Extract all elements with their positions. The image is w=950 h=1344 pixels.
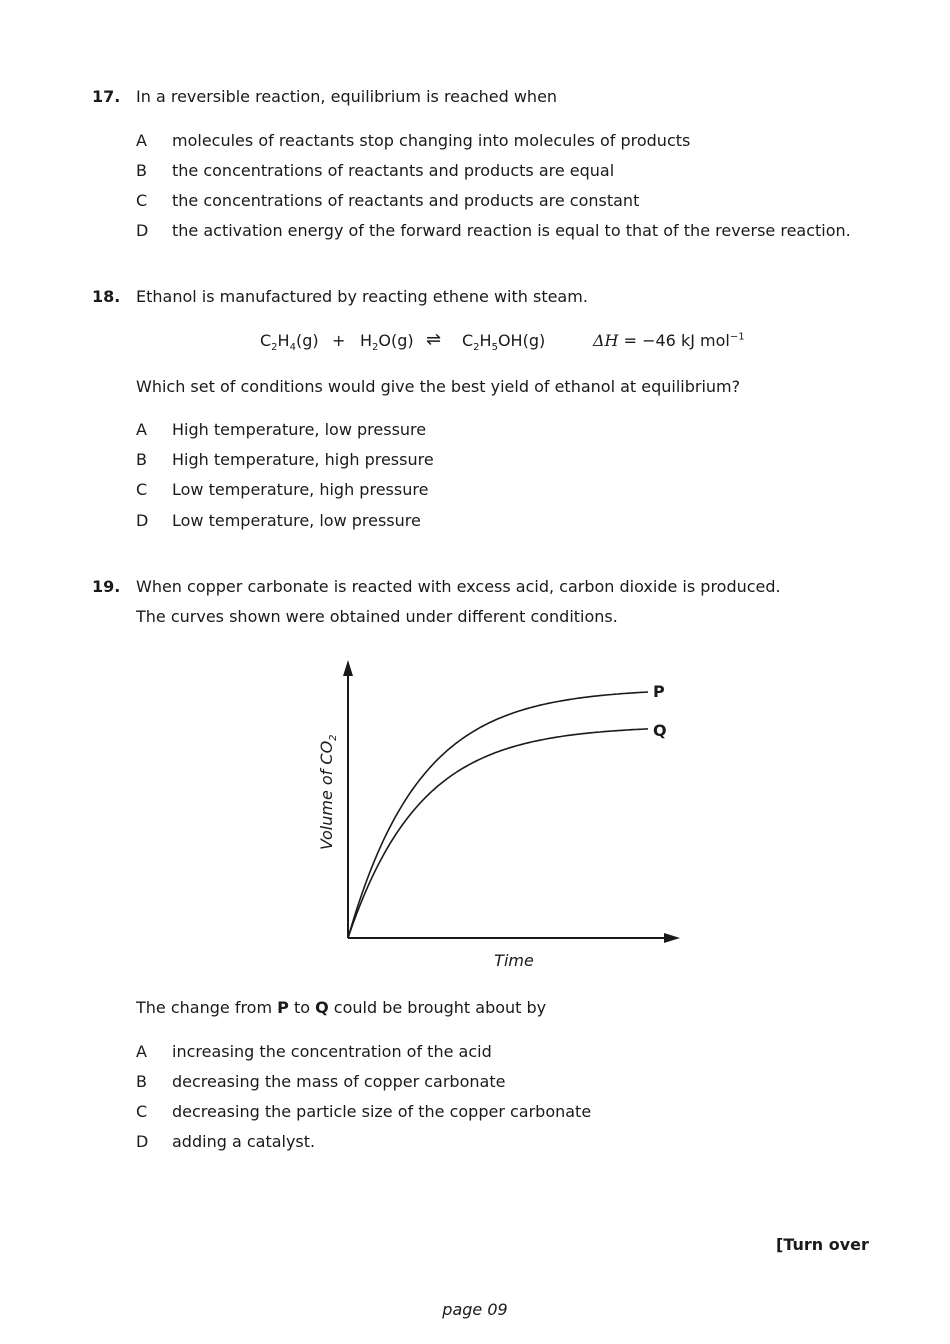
q18-equation: [0, 331, 950, 359]
equation-enthalpy: ΔH = −46 kJ mol$^{-1}$: [593, 331, 745, 350]
q19-option-a-letter: A: [136, 1042, 147, 1061]
q19-option-b-letter: B: [136, 1072, 147, 1091]
q19-option-c-letter: C: [136, 1102, 148, 1121]
equilibrium-arrow-icon: ⇌: [426, 329, 442, 350]
curve-p: [348, 692, 648, 938]
y-axis-label: Volume of $CO_2$: [317, 734, 339, 850]
q18-option-a-letter: A: [136, 420, 147, 439]
q17-option-c-letter: C: [136, 191, 148, 210]
q17-option-b-letter: B: [136, 161, 147, 180]
q17-stem: In a reversible reaction, equilibrium is reached when: [136, 87, 558, 106]
q19-option-c-text: decreasing the particle size of the copper carbonate: [172, 1102, 592, 1121]
q17-number: 17.: [92, 87, 121, 106]
q18-option-c-text: Low temperature, high pressure: [172, 480, 429, 499]
q17-option-d-text: the activation energy of the forward reaction is equal to that of the reverse reaction.: [172, 221, 851, 240]
x-axis-arrowhead-icon: [664, 933, 680, 943]
equation-plus: +: [332, 331, 346, 350]
curve-q: [348, 729, 648, 938]
y-axis-arrowhead-icon: [343, 660, 353, 676]
q18-option-a-text: High temperature, low pressure: [172, 420, 427, 439]
equation-reactant-steam: $H_2O(g)$: [360, 331, 414, 354]
q18-option-d-text: Low temperature, low pressure: [172, 511, 421, 530]
q18-option-d-letter: D: [136, 511, 149, 530]
q19-option-a-text: increasing the concentration of the acid: [172, 1042, 492, 1061]
q17-option-a-letter: A: [136, 131, 147, 150]
q19-option-d-text: adding a catalyst.: [172, 1132, 316, 1151]
q17-option-a-text: molecules of reactants stop changing into molecules of products: [172, 131, 691, 150]
q19-stem-line2: The curves shown were obtained under different conditions.: [136, 607, 618, 626]
curve-label-q: Q: [653, 721, 667, 740]
q18-option-b-letter: B: [136, 450, 147, 469]
q17-option-d-letter: D: [136, 221, 149, 240]
q19-option-b-text: decreasing the mass of copper carbonate: [172, 1072, 506, 1091]
q18-option-b-text: High temperature, high pressure: [172, 450, 434, 469]
q19-number: 19.: [92, 577, 121, 596]
page-number: page 09: [442, 1300, 508, 1319]
q17-option-b-text: the concentrations of reactants and products are equal: [172, 161, 615, 180]
q17-option-c-text: the concentrations of reactants and products are constant: [172, 191, 640, 210]
q19-stem-line1: When copper carbonate is reacted with excess acid, carbon dioxide is produced.: [136, 577, 781, 596]
curve-label-p: P: [653, 682, 665, 701]
q19-prompt: The change from P to Q could be brought about by: [136, 998, 547, 1017]
x-axis-label: Time: [494, 951, 534, 970]
q19-option-d-letter: D: [136, 1132, 149, 1151]
volume-time-graph: [300, 650, 700, 980]
q18-stem: Ethanol is manufactured by reacting ethene with steam.: [136, 287, 588, 306]
q18-number: 18.: [92, 287, 121, 306]
q18-prompt: Which set of conditions would give the best yield of ethanol at equilibrium?: [136, 377, 741, 396]
turn-over-note: [Turn over: [776, 1235, 869, 1254]
equation-product-ethanol: $C_2H_5OH(g)$: [462, 331, 546, 354]
data-curves: [348, 692, 648, 938]
equation-reactant-ethene: $C_2H_4(g)$: [260, 331, 319, 354]
q18-option-c-letter: C: [136, 480, 148, 499]
